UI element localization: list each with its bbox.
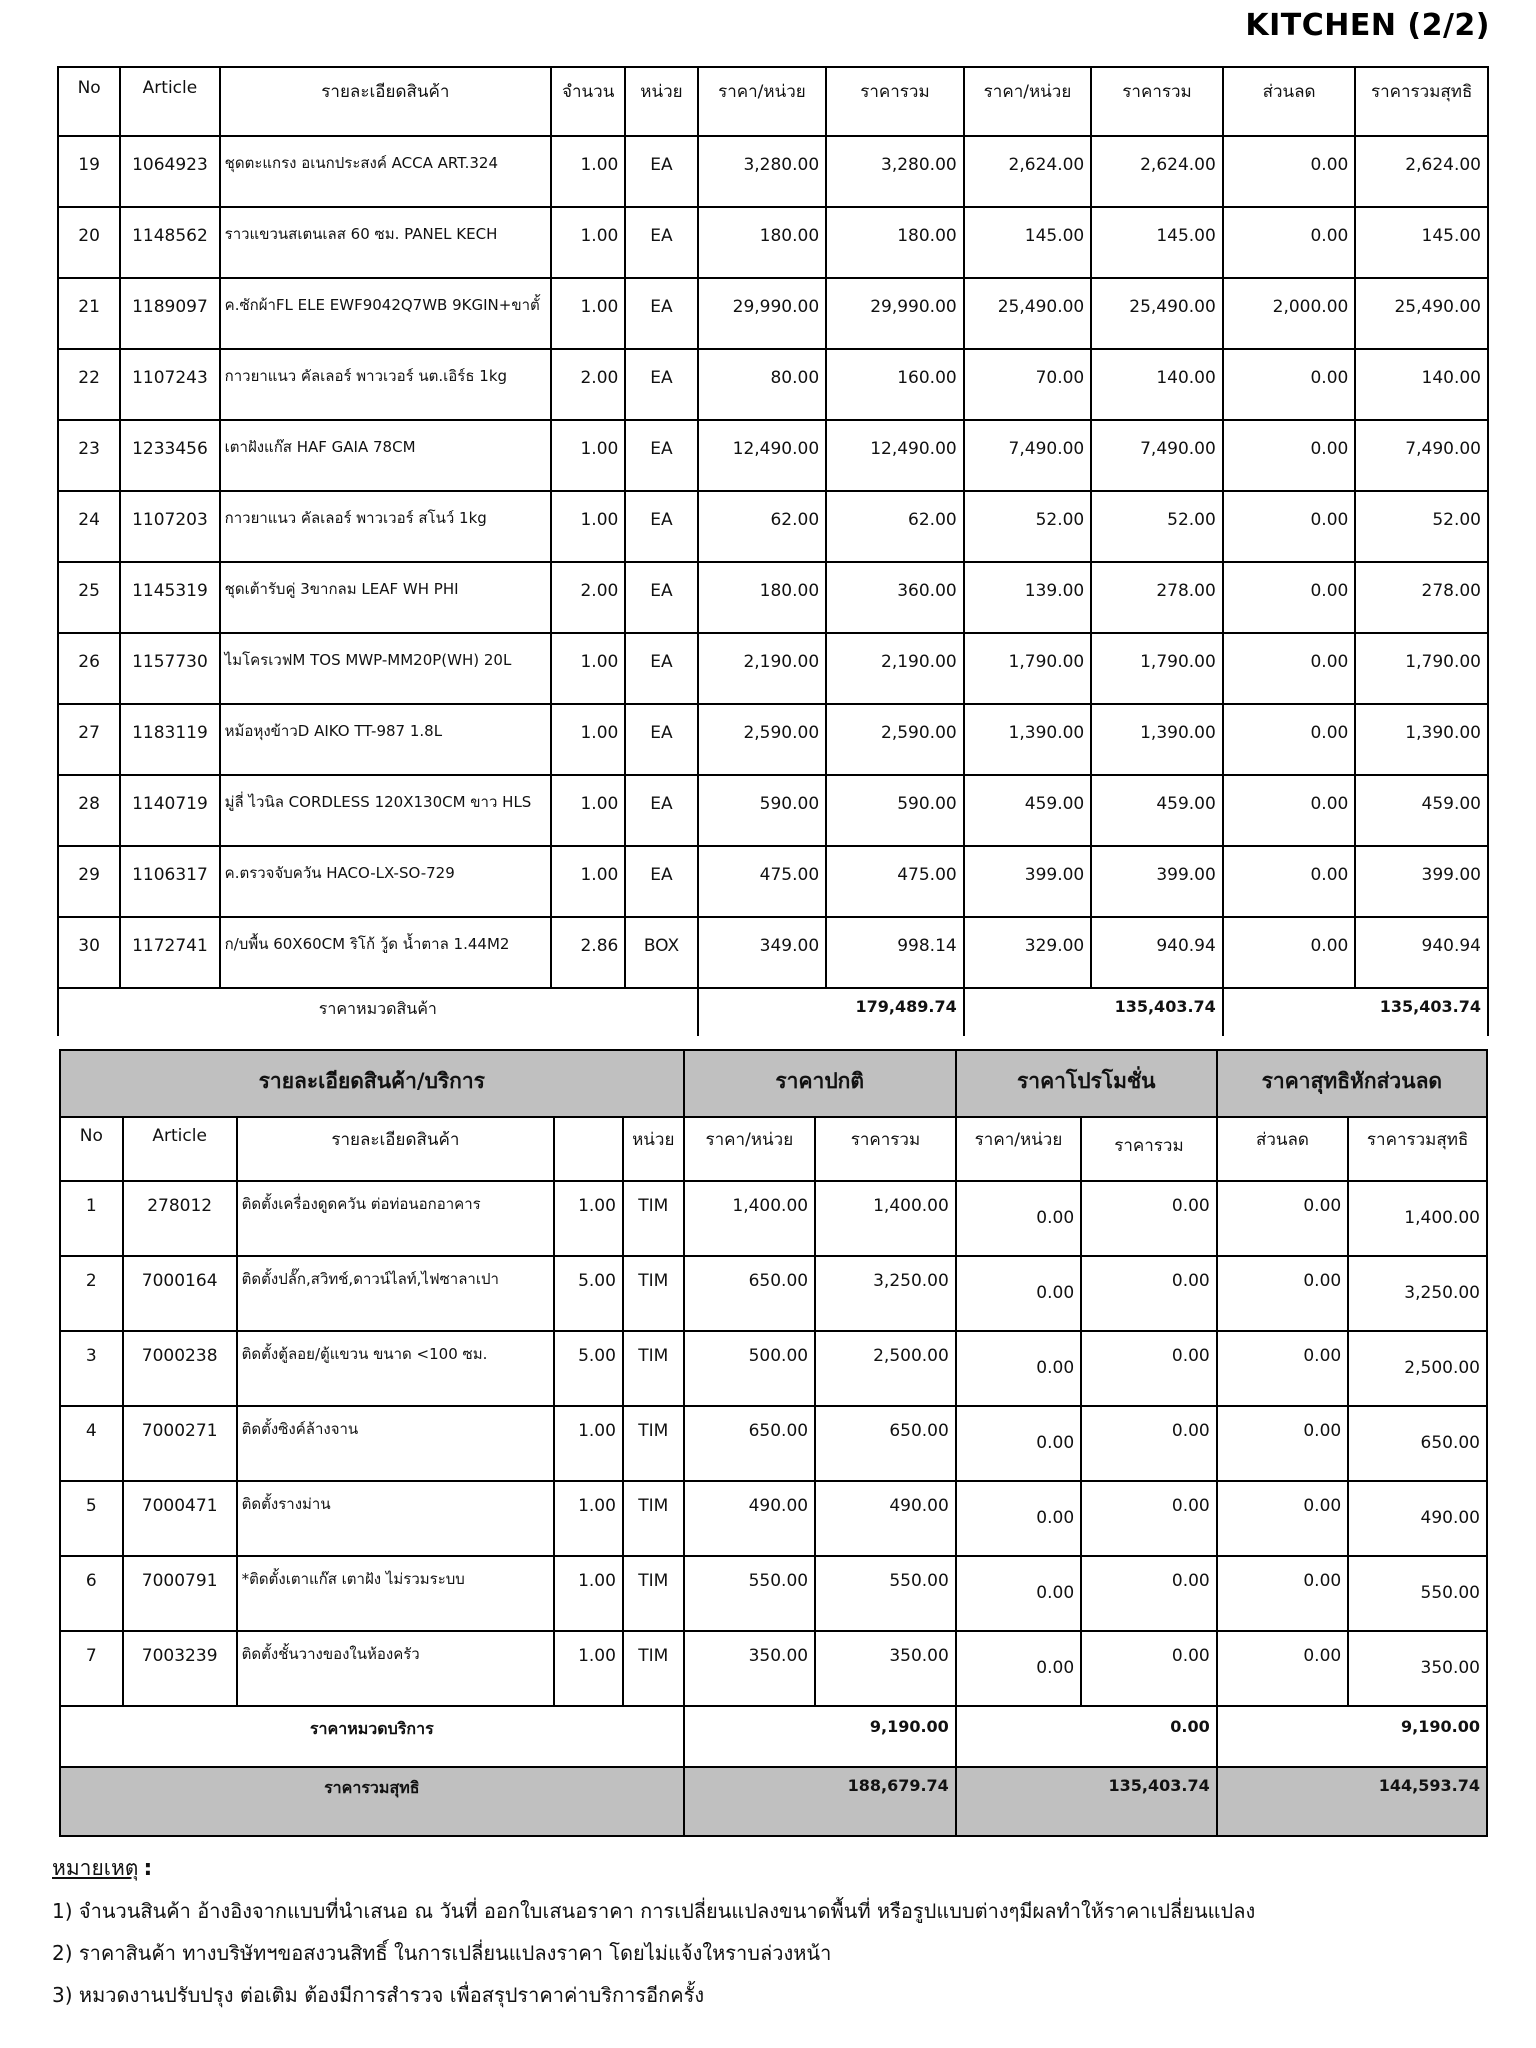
table-row (60, 1481, 1487, 1556)
col-header-no: No (58, 67, 120, 136)
table-row (60, 1631, 1487, 1706)
cell-unit: TIM (623, 1481, 684, 1556)
page-title: KITCHEN (2/2) (1245, 8, 1490, 43)
cell-promo-total: 459.00 (1091, 775, 1223, 846)
products-subtotal-promo: 135,403.74 (964, 988, 1223, 1036)
products-header-row (58, 67, 1488, 136)
cell-promo-total: 2,624.00 (1091, 136, 1223, 207)
cell-promo-total: 0.00 (1081, 1331, 1217, 1406)
services-group-header-row (60, 1050, 1487, 1117)
products-subtotal-label: ราคาหมวดสินค้า (58, 988, 698, 1036)
col-header-regular-unit-price: ราคา/หน่วย (698, 67, 827, 136)
note-item-2: 2) ราคาสินค้า ทางบริษัทฯขอสงวนสิทธิ์ ในการเปลี่ยนแปลงราคา โดยไม่แจ้งใหราบล่วงหน้า (52, 1941, 832, 1965)
cell-regular-unit-price: 2,590.00 (698, 704, 827, 775)
notes-colon: : (143, 1856, 153, 1881)
cell-discount: 0.00 (1223, 491, 1356, 562)
cell-qty: 1.00 (554, 1631, 623, 1706)
col-header-qty: จำนวน (551, 67, 625, 136)
cell-qty: 1.00 (551, 420, 625, 491)
products-subtotal-row (58, 988, 1488, 1036)
cell-discount: 2,000.00 (1223, 278, 1356, 349)
table-row (58, 704, 1488, 775)
cell-article: 1140719 (120, 775, 219, 846)
cell-regular-total: 12,490.00 (826, 420, 964, 491)
table-row (60, 1331, 1487, 1406)
cell-description: ติดตั้งซิงค์ล้างจาน (237, 1406, 554, 1481)
group-header-promo-price: ราคาโปรโมชั่น (956, 1050, 1217, 1117)
table-row (58, 136, 1488, 207)
cell-discount: 0.00 (1223, 136, 1356, 207)
cell-promo-total: 1,390.00 (1091, 704, 1223, 775)
cell-promo-total: 0.00 (1081, 1631, 1217, 1706)
cell-promo-total: 52.00 (1091, 491, 1223, 562)
cell-article: 7000238 (123, 1331, 237, 1406)
cell-qty: 1.00 (554, 1181, 623, 1256)
cell-unit: EA (625, 775, 697, 846)
cell-promo-unit-price: 25,490.00 (964, 278, 1092, 349)
cell-qty: 1.00 (551, 775, 625, 846)
cell-promo-total: 145.00 (1091, 207, 1223, 278)
cell-promo-total: 278.00 (1091, 562, 1223, 633)
cell-promo-unit-price: 70.00 (964, 349, 1092, 420)
cell-description: ติดตั้งชั้นวางของในห้องครัว (237, 1631, 554, 1706)
col-header-net-total: ราคารวมสุทธิ (1355, 67, 1488, 136)
cell-unit: EA (625, 278, 697, 349)
cell-discount: 0.00 (1217, 1181, 1348, 1256)
table-row (58, 207, 1488, 278)
cell-unit: EA (625, 633, 697, 704)
services-subtotal-promo: 0.00 (956, 1706, 1217, 1767)
cell-unit: TIM (623, 1631, 684, 1706)
cell-qty: 1.00 (551, 633, 625, 704)
cell-discount: 0.00 (1217, 1631, 1348, 1706)
grand-total-net: 144,593.74 (1217, 1767, 1487, 1836)
cell-qty: 2.00 (551, 349, 625, 420)
cell-no: 2 (60, 1256, 123, 1331)
cell-unit: TIM (623, 1331, 684, 1406)
cell-article: 1145319 (120, 562, 219, 633)
cell-regular-unit-price: 650.00 (684, 1406, 815, 1481)
cell-promo-total: 940.94 (1091, 917, 1223, 988)
cell-no: 21 (58, 278, 120, 349)
cell-description: *ติดตั้งเตาแก๊ส เตาฝัง ไม่รวมระบบ (237, 1556, 554, 1631)
cell-net-total: 1,390.00 (1355, 704, 1488, 775)
services-subtotal-row (60, 1706, 1487, 1767)
products-subtotal-regular: 179,489.74 (698, 988, 964, 1036)
cell-promo-total: 1,790.00 (1091, 633, 1223, 704)
cell-regular-total: 998.14 (826, 917, 964, 988)
col-header-discount: ส่วนลด (1217, 1117, 1348, 1181)
cell-discount: 0.00 (1223, 917, 1356, 988)
cell-regular-total: 650.00 (815, 1406, 956, 1481)
cell-article: 7000791 (123, 1556, 237, 1631)
cell-regular-total: 3,250.00 (815, 1256, 956, 1331)
cell-no: 30 (58, 917, 120, 988)
cell-discount: 0.00 (1223, 349, 1356, 420)
cell-net-total: 940.94 (1355, 917, 1488, 988)
cell-description: ค.ซักผ้าFL ELE EWF9042Q7WB 9KGIN+ขาตั้ (220, 278, 551, 349)
col-header-no: No (60, 1117, 123, 1181)
cell-net-total: 25,490.00 (1355, 278, 1488, 349)
cell-article: 1189097 (120, 278, 219, 349)
cell-article: 278012 (123, 1181, 237, 1256)
cell-net-total: 350.00 (1348, 1631, 1487, 1706)
cell-unit: EA (625, 420, 697, 491)
cell-discount: 0.00 (1217, 1406, 1348, 1481)
cell-discount: 0.00 (1223, 704, 1356, 775)
table-row (58, 278, 1488, 349)
cell-regular-total: 2,190.00 (826, 633, 964, 704)
cell-promo-unit-price: 0.00 (956, 1406, 1081, 1481)
table-row (60, 1256, 1487, 1331)
cell-description: เตาฝังแก๊ส HAF GAIA 78CM (220, 420, 551, 491)
cell-discount: 0.00 (1223, 207, 1356, 278)
col-header-qty (554, 1117, 623, 1181)
cell-no: 6 (60, 1556, 123, 1631)
group-header-net-price: ราคาสุทธิหักส่วนลด (1217, 1050, 1487, 1117)
cell-regular-total: 3,280.00 (826, 136, 964, 207)
cell-no: 26 (58, 633, 120, 704)
cell-net-total: 278.00 (1355, 562, 1488, 633)
notes-section (52, 1852, 1255, 2011)
cell-description: ชุดเต้ารับคู่ 3ขากลม LEAF WH PHI (220, 562, 551, 633)
col-header-article: Article (120, 67, 219, 136)
cell-net-total: 2,500.00 (1348, 1331, 1487, 1406)
cell-article: 1157730 (120, 633, 219, 704)
cell-article: 1183119 (120, 704, 219, 775)
products-table (57, 66, 1489, 1036)
cell-promo-unit-price: 459.00 (964, 775, 1092, 846)
cell-no: 4 (60, 1406, 123, 1481)
cell-qty: 1.00 (554, 1556, 623, 1631)
cell-net-total: 2,624.00 (1355, 136, 1488, 207)
cell-qty: 1.00 (551, 846, 625, 917)
cell-no: 28 (58, 775, 120, 846)
col-header-regular-unit-price: ราคา/หน่วย (684, 1117, 815, 1181)
cell-net-total: 1,400.00 (1348, 1181, 1487, 1256)
cell-promo-unit-price: 2,624.00 (964, 136, 1092, 207)
cell-regular-unit-price: 62.00 (698, 491, 827, 562)
cell-description: ไมโครเวฟM TOS MWP-MM20P(WH) 20L (220, 633, 551, 704)
cell-qty: 1.00 (551, 491, 625, 562)
col-header-regular-total: ราคารวม (826, 67, 964, 136)
cell-promo-unit-price: 1,390.00 (964, 704, 1092, 775)
cell-net-total: 490.00 (1348, 1481, 1487, 1556)
cell-promo-unit-price: 329.00 (964, 917, 1092, 988)
cell-promo-unit-price: 0.00 (956, 1331, 1081, 1406)
col-header-unit: หน่วย (623, 1117, 684, 1181)
cell-description: ราวแขวนสเตนเลส 60 ซม. PANEL KECH (220, 207, 551, 278)
cell-discount: 0.00 (1217, 1481, 1348, 1556)
table-row (60, 1556, 1487, 1631)
cell-no: 27 (58, 704, 120, 775)
cell-regular-unit-price: 350.00 (684, 1631, 815, 1706)
col-header-discount: ส่วนลด (1223, 67, 1356, 136)
notes-title: หมายเหตุ (52, 1856, 139, 1880)
cell-description: ติดตั้งตู้ลอย/ตู้แขวน ขนาด <100 ซม. (237, 1331, 554, 1406)
cell-unit: EA (625, 846, 697, 917)
cell-unit: EA (625, 491, 697, 562)
cell-article: 1107243 (120, 349, 219, 420)
col-header-net-total: ราคารวมสุทธิ (1348, 1117, 1487, 1181)
cell-unit: EA (625, 349, 697, 420)
cell-no: 24 (58, 491, 120, 562)
services-subtotal-label: ราคาหมวดบริการ (60, 1706, 684, 1767)
cell-promo-unit-price: 0.00 (956, 1631, 1081, 1706)
cell-regular-unit-price: 3,280.00 (698, 136, 827, 207)
cell-qty: 2.00 (551, 562, 625, 633)
cell-regular-total: 2,590.00 (826, 704, 964, 775)
cell-no: 22 (58, 349, 120, 420)
cell-no: 7 (60, 1631, 123, 1706)
services-table (59, 1049, 1488, 1837)
cell-description: ติดตั้งเครื่องดูดควัน ต่อท่อนอกอาคาร (237, 1181, 554, 1256)
table-row (60, 1406, 1487, 1481)
cell-unit: EA (625, 562, 697, 633)
cell-article: 1107203 (120, 491, 219, 562)
cell-discount: 0.00 (1217, 1256, 1348, 1331)
cell-no: 20 (58, 207, 120, 278)
services-header-row (60, 1117, 1487, 1181)
cell-regular-total: 180.00 (826, 207, 964, 278)
group-header-regular-price: ราคาปกติ (684, 1050, 956, 1117)
cell-discount: 0.00 (1223, 420, 1356, 491)
cell-unit: TIM (623, 1181, 684, 1256)
services-subtotal-regular: 9,190.00 (684, 1706, 956, 1767)
cell-description: มู่ลี่ ไวนิล CORDLESS 120X130CM ขาว HLS (220, 775, 551, 846)
cell-promo-total: 0.00 (1081, 1181, 1217, 1256)
cell-qty: 1.00 (554, 1406, 623, 1481)
table-row (58, 633, 1488, 704)
cell-promo-unit-price: 0.00 (956, 1556, 1081, 1631)
group-header-details: รายละเอียดสินค้า/บริการ (60, 1050, 684, 1117)
table-row (58, 775, 1488, 846)
cell-promo-unit-price: 0.00 (956, 1481, 1081, 1556)
cell-net-total: 3,250.00 (1348, 1256, 1487, 1331)
cell-regular-unit-price: 180.00 (698, 562, 827, 633)
cell-net-total: 145.00 (1355, 207, 1488, 278)
cell-qty: 2.86 (551, 917, 625, 988)
cell-no: 3 (60, 1331, 123, 1406)
cell-promo-unit-price: 52.00 (964, 491, 1092, 562)
products-subtotal-net: 135,403.74 (1223, 988, 1488, 1036)
cell-net-total: 52.00 (1355, 491, 1488, 562)
cell-description: ติดตั้งปลั๊ก,สวิทช์,ดาวน์ไลท์,ไฟซาลาเปา (237, 1256, 554, 1331)
cell-regular-unit-price: 180.00 (698, 207, 827, 278)
cell-article: 1172741 (120, 917, 219, 988)
col-header-unit: หน่วย (625, 67, 697, 136)
cell-promo-total: 399.00 (1091, 846, 1223, 917)
cell-unit: EA (625, 136, 697, 207)
cell-regular-total: 350.00 (815, 1631, 956, 1706)
col-header-description: รายละเอียดสินค้า (237, 1117, 554, 1181)
cell-regular-unit-price: 349.00 (698, 917, 827, 988)
cell-discount: 0.00 (1223, 775, 1356, 846)
cell-regular-total: 29,990.00 (826, 278, 964, 349)
cell-net-total: 399.00 (1355, 846, 1488, 917)
table-row (58, 846, 1488, 917)
cell-regular-unit-price: 550.00 (684, 1556, 815, 1631)
cell-no: 29 (58, 846, 120, 917)
cell-promo-total: 0.00 (1081, 1256, 1217, 1331)
cell-regular-unit-price: 80.00 (698, 349, 827, 420)
cell-regular-total: 490.00 (815, 1481, 956, 1556)
cell-article: 7000164 (123, 1256, 237, 1331)
cell-regular-total: 1,400.00 (815, 1181, 956, 1256)
cell-promo-unit-price: 399.00 (964, 846, 1092, 917)
col-header-promo-total: ราคารวม (1091, 67, 1223, 136)
cell-description: ก/บพื้น 60X60CM ริโก้ วู้ด น้ำตาล 1.44M2 (220, 917, 551, 988)
table-row (58, 562, 1488, 633)
cell-unit: TIM (623, 1256, 684, 1331)
cell-net-total: 1,790.00 (1355, 633, 1488, 704)
grand-total-label: ราคารวมสุทธิ (60, 1767, 684, 1836)
cell-qty: 1.00 (551, 207, 625, 278)
cell-no: 23 (58, 420, 120, 491)
col-header-article: Article (123, 1117, 237, 1181)
cell-qty: 5.00 (554, 1256, 623, 1331)
cell-promo-total: 0.00 (1081, 1406, 1217, 1481)
cell-unit: EA (625, 704, 697, 775)
table-row (60, 1181, 1487, 1256)
cell-regular-total: 2,500.00 (815, 1331, 956, 1406)
grand-total-promo: 135,403.74 (956, 1767, 1217, 1836)
services-subtotal-net: 9,190.00 (1217, 1706, 1487, 1767)
cell-article: 7003239 (123, 1631, 237, 1706)
cell-regular-unit-price: 650.00 (684, 1256, 815, 1331)
table-row (58, 917, 1488, 988)
col-header-promo-total: ราคารวม (1081, 1117, 1217, 1181)
cell-regular-total: 590.00 (826, 775, 964, 846)
cell-promo-total: 7,490.00 (1091, 420, 1223, 491)
note-item-1: 1) จำนวนสินค้า อ้างอิงจากแบบที่นำเสนอ ณ วันที่ ออกใบเสนอราคา การเปลี่ยนแปลงขนาดพื้นที่ หรือรูปแบบต่างๆมีผลทำให้ราคาเปลี่ยนแปลง (52, 1899, 1256, 1923)
cell-no: 19 (58, 136, 120, 207)
cell-regular-unit-price: 590.00 (698, 775, 827, 846)
cell-article: 7000471 (123, 1481, 237, 1556)
cell-unit: EA (625, 207, 697, 278)
cell-no: 25 (58, 562, 120, 633)
cell-description: ค.ตรวจจับควัน HACO-LX-SO-729 (220, 846, 551, 917)
cell-description: ชุดตะแกรง อเนกประสงค์ ACCA ART.324 (220, 136, 551, 207)
table-row (58, 349, 1488, 420)
cell-net-total: 7,490.00 (1355, 420, 1488, 491)
cell-regular-unit-price: 12,490.00 (698, 420, 827, 491)
cell-discount: 0.00 (1223, 633, 1356, 704)
cell-promo-unit-price: 0.00 (956, 1181, 1081, 1256)
cell-article: 7000271 (123, 1406, 237, 1481)
cell-qty: 1.00 (551, 704, 625, 775)
cell-discount: 0.00 (1217, 1331, 1348, 1406)
cell-unit: TIM (623, 1556, 684, 1631)
cell-net-total: 459.00 (1355, 775, 1488, 846)
cell-regular-unit-price: 475.00 (698, 846, 827, 917)
table-row (58, 491, 1488, 562)
cell-discount: 0.00 (1223, 562, 1356, 633)
col-header-regular-total: ราคารวม (815, 1117, 956, 1181)
col-header-description: รายละเอียดสินค้า (220, 67, 551, 136)
cell-promo-unit-price: 139.00 (964, 562, 1092, 633)
cell-promo-unit-price: 145.00 (964, 207, 1092, 278)
cell-description: หม้อหุงข้าวD AIKO TT-987 1.8L (220, 704, 551, 775)
cell-article: 1106317 (120, 846, 219, 917)
cell-description: กาวยาแนว คัลเลอร์ พาวเวอร์ สโนว์ 1kg (220, 491, 551, 562)
cell-regular-total: 160.00 (826, 349, 964, 420)
cell-article: 1064923 (120, 136, 219, 207)
cell-no: 1 (60, 1181, 123, 1256)
cell-qty: 1.00 (551, 136, 625, 207)
cell-regular-unit-price: 29,990.00 (698, 278, 827, 349)
cell-regular-unit-price: 2,190.00 (698, 633, 827, 704)
cell-discount: 0.00 (1217, 1556, 1348, 1631)
col-header-promo-unit-price: ราคา/หน่วย (956, 1117, 1081, 1181)
cell-regular-total: 360.00 (826, 562, 964, 633)
cell-description: กาวยาแนว คัลเลอร์ พาวเวอร์ นต.เอิร์ธ 1kg (220, 349, 551, 420)
cell-regular-unit-price: 500.00 (684, 1331, 815, 1406)
cell-unit: BOX (625, 917, 697, 988)
cell-net-total: 550.00 (1348, 1556, 1487, 1631)
cell-article: 1233456 (120, 420, 219, 491)
cell-regular-unit-price: 490.00 (684, 1481, 815, 1556)
cell-no: 5 (60, 1481, 123, 1556)
cell-regular-total: 475.00 (826, 846, 964, 917)
cell-discount: 0.00 (1223, 846, 1356, 917)
cell-promo-total: 0.00 (1081, 1556, 1217, 1631)
cell-net-total: 650.00 (1348, 1406, 1487, 1481)
cell-regular-total: 62.00 (826, 491, 964, 562)
cell-article: 1148562 (120, 207, 219, 278)
note-item-3: 3) หมวดงานปรับปรุง ต่อเติม ต้องมีการสำรวจ เพื่อสรุปราคาค่าบริการอีกครั้ง (52, 1983, 705, 2007)
cell-qty: 5.00 (554, 1331, 623, 1406)
cell-promo-unit-price: 7,490.00 (964, 420, 1092, 491)
cell-promo-unit-price: 0.00 (956, 1256, 1081, 1331)
grand-total-regular: 188,679.74 (684, 1767, 956, 1836)
cell-promo-total: 0.00 (1081, 1481, 1217, 1556)
cell-promo-total: 140.00 (1091, 349, 1223, 420)
cell-qty: 1.00 (554, 1481, 623, 1556)
cell-qty: 1.00 (551, 278, 625, 349)
grand-total-row (60, 1767, 1487, 1836)
table-row (58, 420, 1488, 491)
cell-regular-total: 550.00 (815, 1556, 956, 1631)
col-header-promo-unit-price: ราคา/หน่วย (964, 67, 1092, 136)
cell-promo-unit-price: 1,790.00 (964, 633, 1092, 704)
cell-net-total: 140.00 (1355, 349, 1488, 420)
cell-promo-total: 25,490.00 (1091, 278, 1223, 349)
cell-regular-unit-price: 1,400.00 (684, 1181, 815, 1256)
cell-description: ติดตั้งรางม่าน (237, 1481, 554, 1556)
cell-unit: TIM (623, 1406, 684, 1481)
